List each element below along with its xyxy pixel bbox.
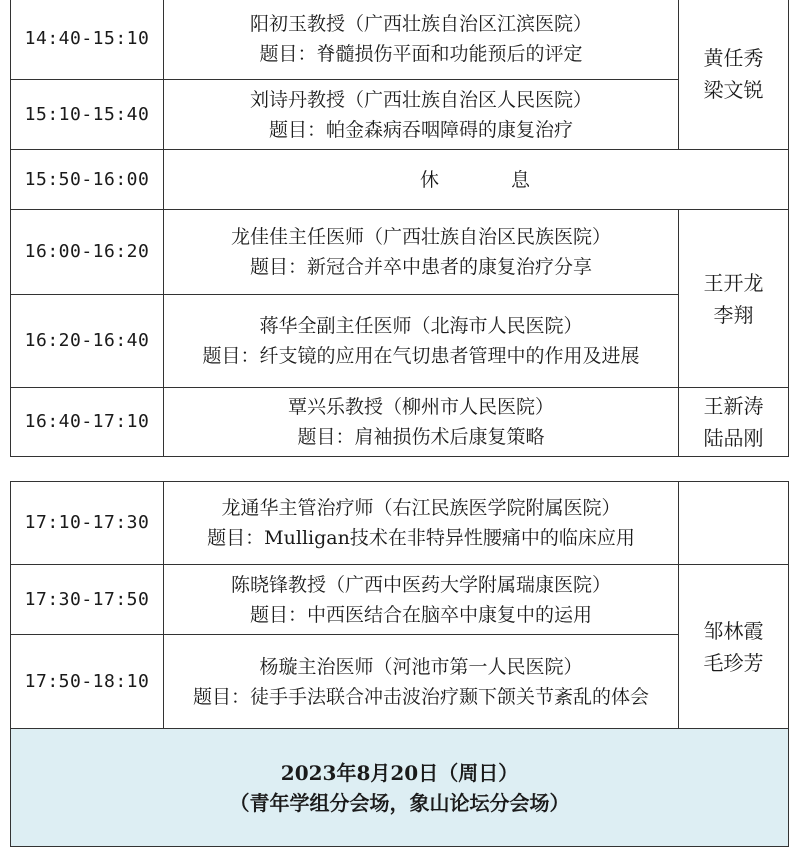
host-name: 李翔 <box>713 302 754 327</box>
schedule-table-lower <box>10 481 789 847</box>
talk-cell <box>164 565 679 635</box>
table-row <box>11 0 789 80</box>
host-name: 王新涛 <box>703 394 764 418</box>
day-banner-row <box>11 729 789 847</box>
talk-topic: 题目：脊髓损伤平面和功能预后的评定 <box>259 43 583 65</box>
talk-cell <box>164 295 679 388</box>
banner-venue: （青年学组分会场，象山论坛分会场） <box>229 790 570 815</box>
talk-cell <box>164 635 679 729</box>
talk-topic: 题目：肩袖损伤术后康复策略 <box>297 426 545 448</box>
time-cell: 15:10-15:40 <box>11 80 164 150</box>
day-banner <box>11 729 789 847</box>
talk-topic: 题目：徒手手法联合冲击波治疗颞下颌关节紊乱的体会 <box>192 685 649 708</box>
table-row-break <box>11 150 789 210</box>
time-cell: 17:10-17:30 <box>11 482 164 565</box>
break-label: 休 <box>419 168 441 191</box>
time-cell: 15:50-16:00 <box>11 150 164 210</box>
talk-cell <box>164 210 679 295</box>
time-cell: 17:30-17:50 <box>11 565 164 635</box>
table-row <box>11 482 789 565</box>
time-cell: 16:00-16:20 <box>11 210 164 295</box>
speaker-name: 杨璇主治医师（河池市第一人民医院） <box>259 655 583 678</box>
talk-topic: 题目：新冠合并卒中患者的康复治疗分享 <box>249 256 592 278</box>
host-name: 梁文锐 <box>703 78 764 102</box>
host-name: 邹林霞 <box>703 618 764 643</box>
schedule-table-upper <box>10 0 789 457</box>
time-cell: 17:50-18:10 <box>11 635 164 729</box>
speaker-name: 陈晓锋教授（广西中医药大学附属瑞康医院） <box>230 573 611 596</box>
time-cell: 16:20-16:40 <box>11 295 164 388</box>
host-name: 黄任秀 <box>703 46 764 70</box>
speaker-name: 龙佳佳主任医师（广西壮族自治区民族医院） <box>230 226 611 248</box>
host-cell <box>679 0 789 150</box>
time-cell: 14:40-15:10 <box>11 0 164 80</box>
talk-topic: 题目：帕金森病吞咽障碍的康复治疗 <box>268 118 573 141</box>
host-cell-empty <box>679 482 789 565</box>
host-cell <box>679 388 789 457</box>
speaker-name: 阳初玉教授（广西壮族自治区江滨医院） <box>249 13 592 35</box>
talk-cell <box>164 482 679 565</box>
talk-cell <box>164 388 679 457</box>
time-cell: 16:40-17:10 <box>11 388 164 457</box>
banner-date: 2023年8月20日（周日） <box>280 760 519 785</box>
table-row <box>11 295 789 388</box>
talk-cell <box>164 80 679 150</box>
talk-topic: 题目：纤支镜的应用在气切患者管理中的作用及进展 <box>202 345 640 367</box>
speaker-name: 蒋华全副主任医师（北海市人民医院） <box>259 315 583 337</box>
talk-topic: 题目：Mulligan技术在非特异性腰痛中的临床应用 <box>207 527 635 549</box>
table-row <box>11 388 789 457</box>
host-name: 毛珍芳 <box>703 650 764 675</box>
talk-topic: 题目：中西医结合在脑卒中康复中的运用 <box>249 603 592 626</box>
talk-cell <box>164 0 679 80</box>
speaker-name: 覃兴乐教授（柳州市人民医院） <box>287 396 554 418</box>
host-cell <box>679 565 789 729</box>
speaker-name: 龙通华主管治疗师（右江民族医学院附属医院） <box>221 497 621 519</box>
table-row <box>11 210 789 295</box>
table-row <box>11 80 789 150</box>
break-cell <box>164 150 789 210</box>
speaker-name: 刘诗丹教授（广西壮族自治区人民医院） <box>249 88 592 111</box>
table-row <box>11 565 789 635</box>
host-name: 陆品刚 <box>703 426 764 450</box>
host-name: 王开龙 <box>703 270 764 295</box>
break-label: 息 <box>511 168 533 191</box>
table-row <box>11 635 789 729</box>
host-cell <box>679 210 789 388</box>
